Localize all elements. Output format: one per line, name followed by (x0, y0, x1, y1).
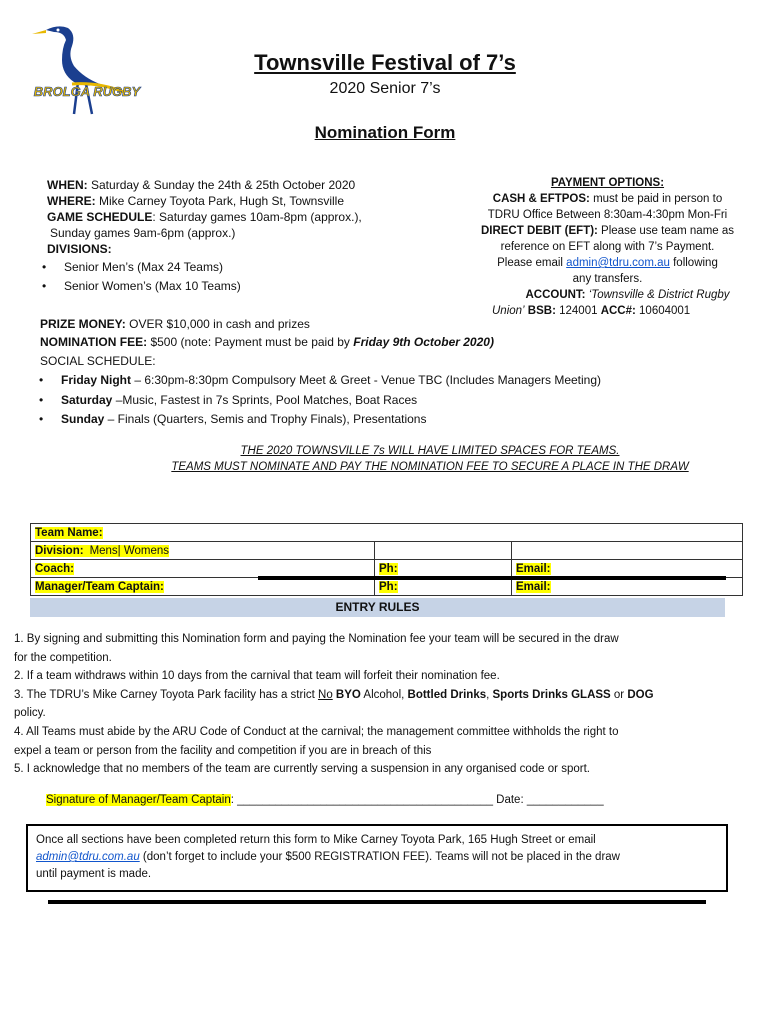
rule-item: 1. By signing and submitting this Nomination form and paying the Nomination fee your team will be secured in the draw (14, 633, 619, 645)
signature-line[interactable] (46, 792, 604, 808)
rule-item: expel a team or person from the facility and competition if you are in breach of this (14, 744, 432, 757)
when-value: Saturday & Sunday the 24th & 25th October 2020 (87, 178, 356, 192)
entry-rules-heading: ENTRY RULES (30, 598, 725, 617)
limited-spaces-notice: THE 2020 TOWNSVILLE 7s WILL HAVE LIMITED SPACES FOR TEAMS. (240, 445, 620, 457)
divider (48, 900, 706, 904)
form-title: Nomination Form (314, 123, 456, 142)
payment-direct-debit: DIRECT DEBIT (EFT): Please use team name as (480, 225, 735, 237)
signature-blank[interactable]: : ________________________________________ Date: ____________ (230, 794, 604, 806)
payment-account: ACCOUNT: ‘Townsville & District Rugby (525, 289, 730, 301)
rule-item: 3. The TDRU’s Mike Carney Toyota Park facility has a strict No BYO Alcohol, Bottled Drinks, Sports Drinks GLASS or DOG (14, 688, 654, 701)
coach-phone-cell[interactable]: Ph: (375, 560, 512, 578)
table-row (31, 578, 743, 596)
payment-cash-2: TDRU Office Between 8:30am-4:30pm Mon-Fri (487, 209, 728, 221)
logo-text: BROLGA RUGBY (33, 84, 141, 99)
division-options[interactable]: Mens| Womens (84, 545, 169, 557)
where-line (47, 193, 344, 209)
where-label: WHERE: (47, 194, 96, 208)
schedule-line (47, 209, 362, 225)
table-row (31, 524, 743, 542)
where-value: Mike Carney Toyota Park, Hugh St, Townsville (95, 194, 345, 208)
nominate-notice: TEAMS MUST NOMINATE AND PAY THE NOMINATION FEE TO SECURE A PLACE IN THE DRAW (171, 461, 689, 473)
payment-options (470, 175, 745, 319)
manager-phone-cell[interactable]: Ph: (375, 578, 512, 596)
nomination-table (30, 523, 743, 596)
social-item: • Friday Night – 6:30pm-8:30pm Compulsory Meet & Greet - Venue TBC (Includes Managers Meeting) (61, 372, 601, 388)
schedule-value: : Saturday games 10am-8pm (approx.), (152, 210, 362, 224)
coach-cell[interactable]: Coach: (31, 560, 375, 578)
rule-item: policy. (14, 707, 46, 720)
payment-heading: PAYMENT OPTIONS: (550, 177, 665, 189)
divisions-label: DIVISIONS: (47, 242, 112, 256)
return-email-link[interactable]: admin@tdru.com.au (36, 851, 140, 863)
when-label: WHEN: (47, 178, 88, 192)
prize-line: PRIZE MONEY: OVER $10,000 in cash and prizes (40, 317, 310, 331)
payment-email-line: Please email admin@tdru.com.au following (497, 257, 718, 269)
team-name-cell[interactable]: Team Name: (31, 524, 743, 542)
division-item: • Senior Men’s (Max 24 Teams) (64, 259, 223, 275)
fee-line: NOMINATION FEE: $500 (note: Payment must be paid by Friday 9th October 2020) (40, 335, 494, 349)
page-subtitle: 2020 Senior 7’s (329, 80, 441, 97)
payment-email-link[interactable]: admin@tdru.com.au (566, 257, 670, 269)
rule-item: for the competition. (14, 651, 112, 664)
division-cell[interactable]: Division: Mens| Womens (31, 542, 375, 560)
social-item: • Saturday –Music, Fastest in 7s Sprints, Pool Matches, Boat Races (61, 392, 417, 408)
payment-email-line-2: any transfers. (572, 273, 643, 285)
rule-item: 4. All Teams must abide by the ARU Code of Conduct at the carnival; the management committee withholds the right to (14, 725, 619, 738)
manager-cell[interactable]: Manager/Team Captain: (31, 578, 375, 596)
payment-cash: CASH & EFTPOS: must be paid in person to (492, 193, 723, 205)
payment-direct-debit-2: reference on EFT along with 7’s Payment. (500, 241, 715, 253)
signature-label: Signature of Manager/Team Captain (46, 794, 231, 806)
table-row (31, 542, 743, 560)
division-item: • Senior Women’s (Max 10 Teams) (64, 278, 241, 294)
manager-email-cell[interactable]: Email: (512, 578, 743, 596)
social-item: • Sunday – Finals (Quarters, Semis and Trophy Finals), Presentations (61, 411, 426, 427)
table-row (31, 560, 743, 578)
payment-bank-details: Union’ BSB: 124001 ACC#: 10604001 (492, 305, 691, 317)
when-line (47, 177, 355, 193)
entry-rules-list (14, 630, 714, 779)
coach-email-cell[interactable]: Email: (512, 560, 743, 578)
schedule-line-2: Sunday games 9am-6pm (approx.) (50, 226, 236, 240)
return-instructions: Once all sections have been completed return this form to Mike Carney Toyota Park, 165 Hugh Street or email admin@tdru.com.au (don’t forget to include your $500 REGISTRATION FEE). Teams will not be placed in the draw until payment is made. (36, 834, 620, 880)
divider (258, 576, 726, 580)
social-label: SOCIAL SCHEDULE: (40, 354, 156, 368)
page-title: Townsville Festival of 7’s (254, 50, 516, 75)
schedule-label: GAME SCHEDULE (47, 210, 153, 224)
rule-item: 2. If a team withdraws within 10 days from the carnival that team will forfeit their nomination fee. (14, 670, 500, 683)
rule-item: 5. I acknowledge that no members of the team are currently serving a suspension in any organised code or sport. (14, 763, 590, 776)
